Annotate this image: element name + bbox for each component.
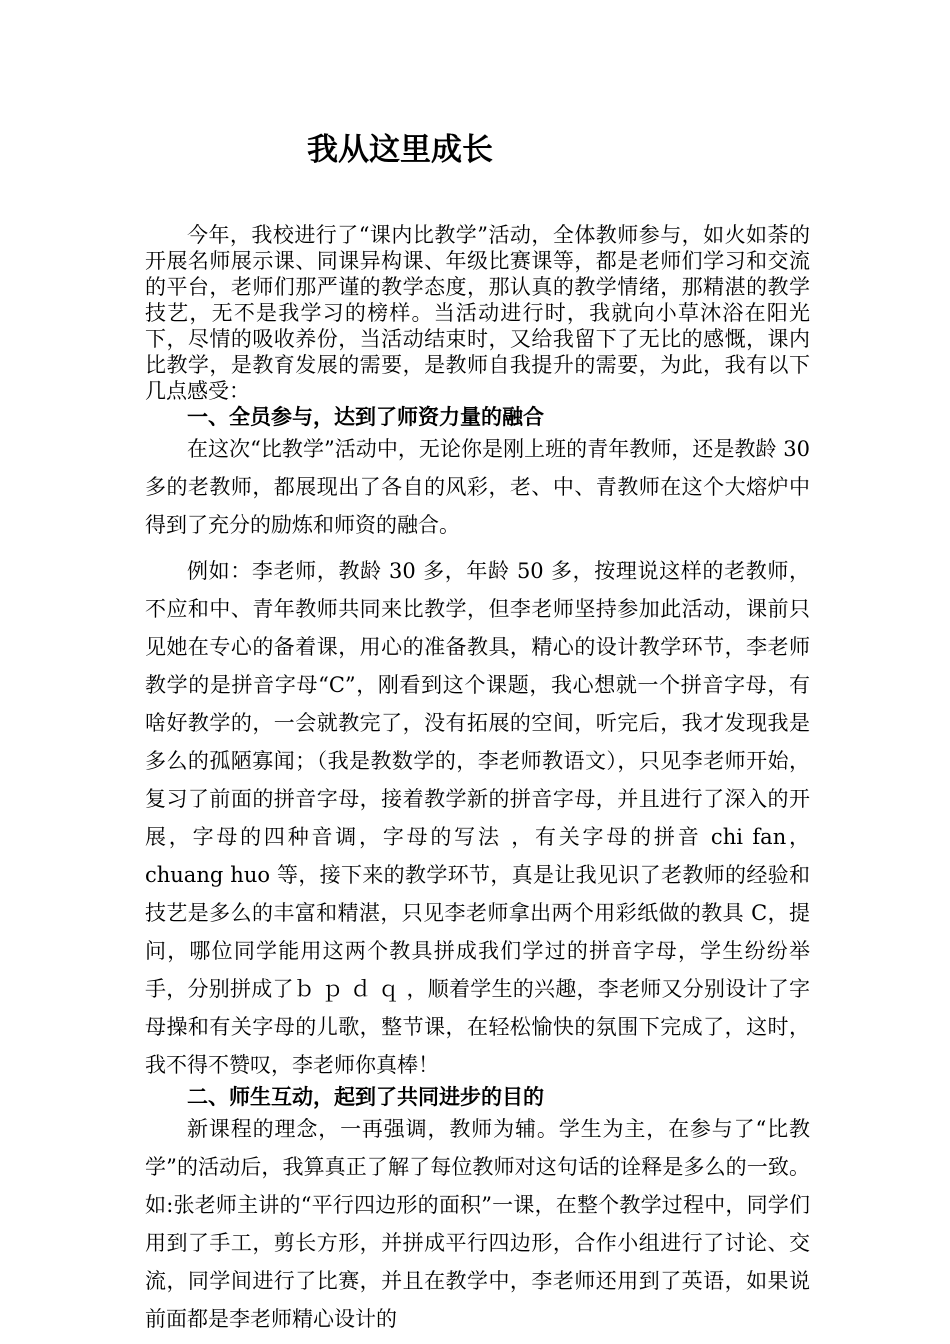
document-title: 我从这里成长 (307, 132, 493, 168)
section1-paragraph-1: 在这次“比教学”活动中，无论你是刚上班的青年教师，还是教龄 30 多的老教师，都展现出了各自的风彩，老、中、青教师在这个大熔炉中得到了充分的励炼和师资的融合。 (145, 437, 810, 537)
section-heading-1: 一、全员参与，达到了师资力量的融合 (187, 405, 544, 429)
section2-paragraph-1: 新课程的理念，一再强调，教师为辅。学生为主，在参与了“比教学”的活动后，我算真正了解了每位教师对这句话的诠释是多么的一致。如:张老师主讲的“平行四边形的面积”一课，在整个教学过程中，同学们用到了手工，剪长方形，并拼成平行四边形，合作小组进行了讨论、交流，同学间进行了比赛，并且在教学中，李老师还用到了英语，如果说前面都是李老师精心设计的 (145, 1117, 810, 1331)
section-heading-2: 二、师生互动，起到了共同进步的目的 (187, 1085, 544, 1109)
intro-paragraph: 今年，我校进行了“课内比教学”活动，全体教师参与，如火如荼的开展名师展示课、同课异构课、年级比赛课等，都是老师们学习和交流的平台，老师们那严谨的教学态度，那认真的教学情绪，那精湛的教学技艺，无不是我学习的榜样。当活动进行时，我就向小草沐浴在阳光下，尽情的吸收养份，当活动结束时，又给我留下了无比的感慨，课内比教学，是教育发展的需要，是教师自我提升的需要，为此，我有以下几点感受： (145, 223, 810, 403)
section1-paragraph-2: 例如：李老师，教龄 30 多，年龄 50 多，按理说这样的老教师，不应和中、青年教师共同来比教学，但李老师坚持参加此活动，课前只见她在专心的备着课，用心的准备教具，精心的设计教学环节，李老师教学的是拼音字母“C”，刚看到这个课题，我心想就一个拼音字母，有啥好教学的，一会就教完了，没有拓展的空间，听完后，我才发现我是多么的孤陋寡闻；（我是教数学的，李老师教语文），只见李老师开始，复习了前面的拼音字母，接着教学新的拼音字母，并且进行了深入的开展，字母的四种音调，字母的写法 ，有关字母的拼音 chi fan，chuang huo 等，接下来的教学环节，真是让我见识了老教师的经验和技艺是多么的丰富和精湛，只见李老师拿出两个用彩纸做的教具 C，提问，哪位同学能用这两个教具拼成我们学过的拼音字母，学生纷纷举手，分别拼成了ｂ ｐ ｄ ｑ ，顺着学生的兴趣，李老师又分别设计了字母操和有关字母的儿歌，整节课，在轻松愉快的氛围下完成了，这时，我不得不赞叹，李老师你真棒！ (145, 559, 810, 1077)
document-body (145, 222, 810, 1338)
